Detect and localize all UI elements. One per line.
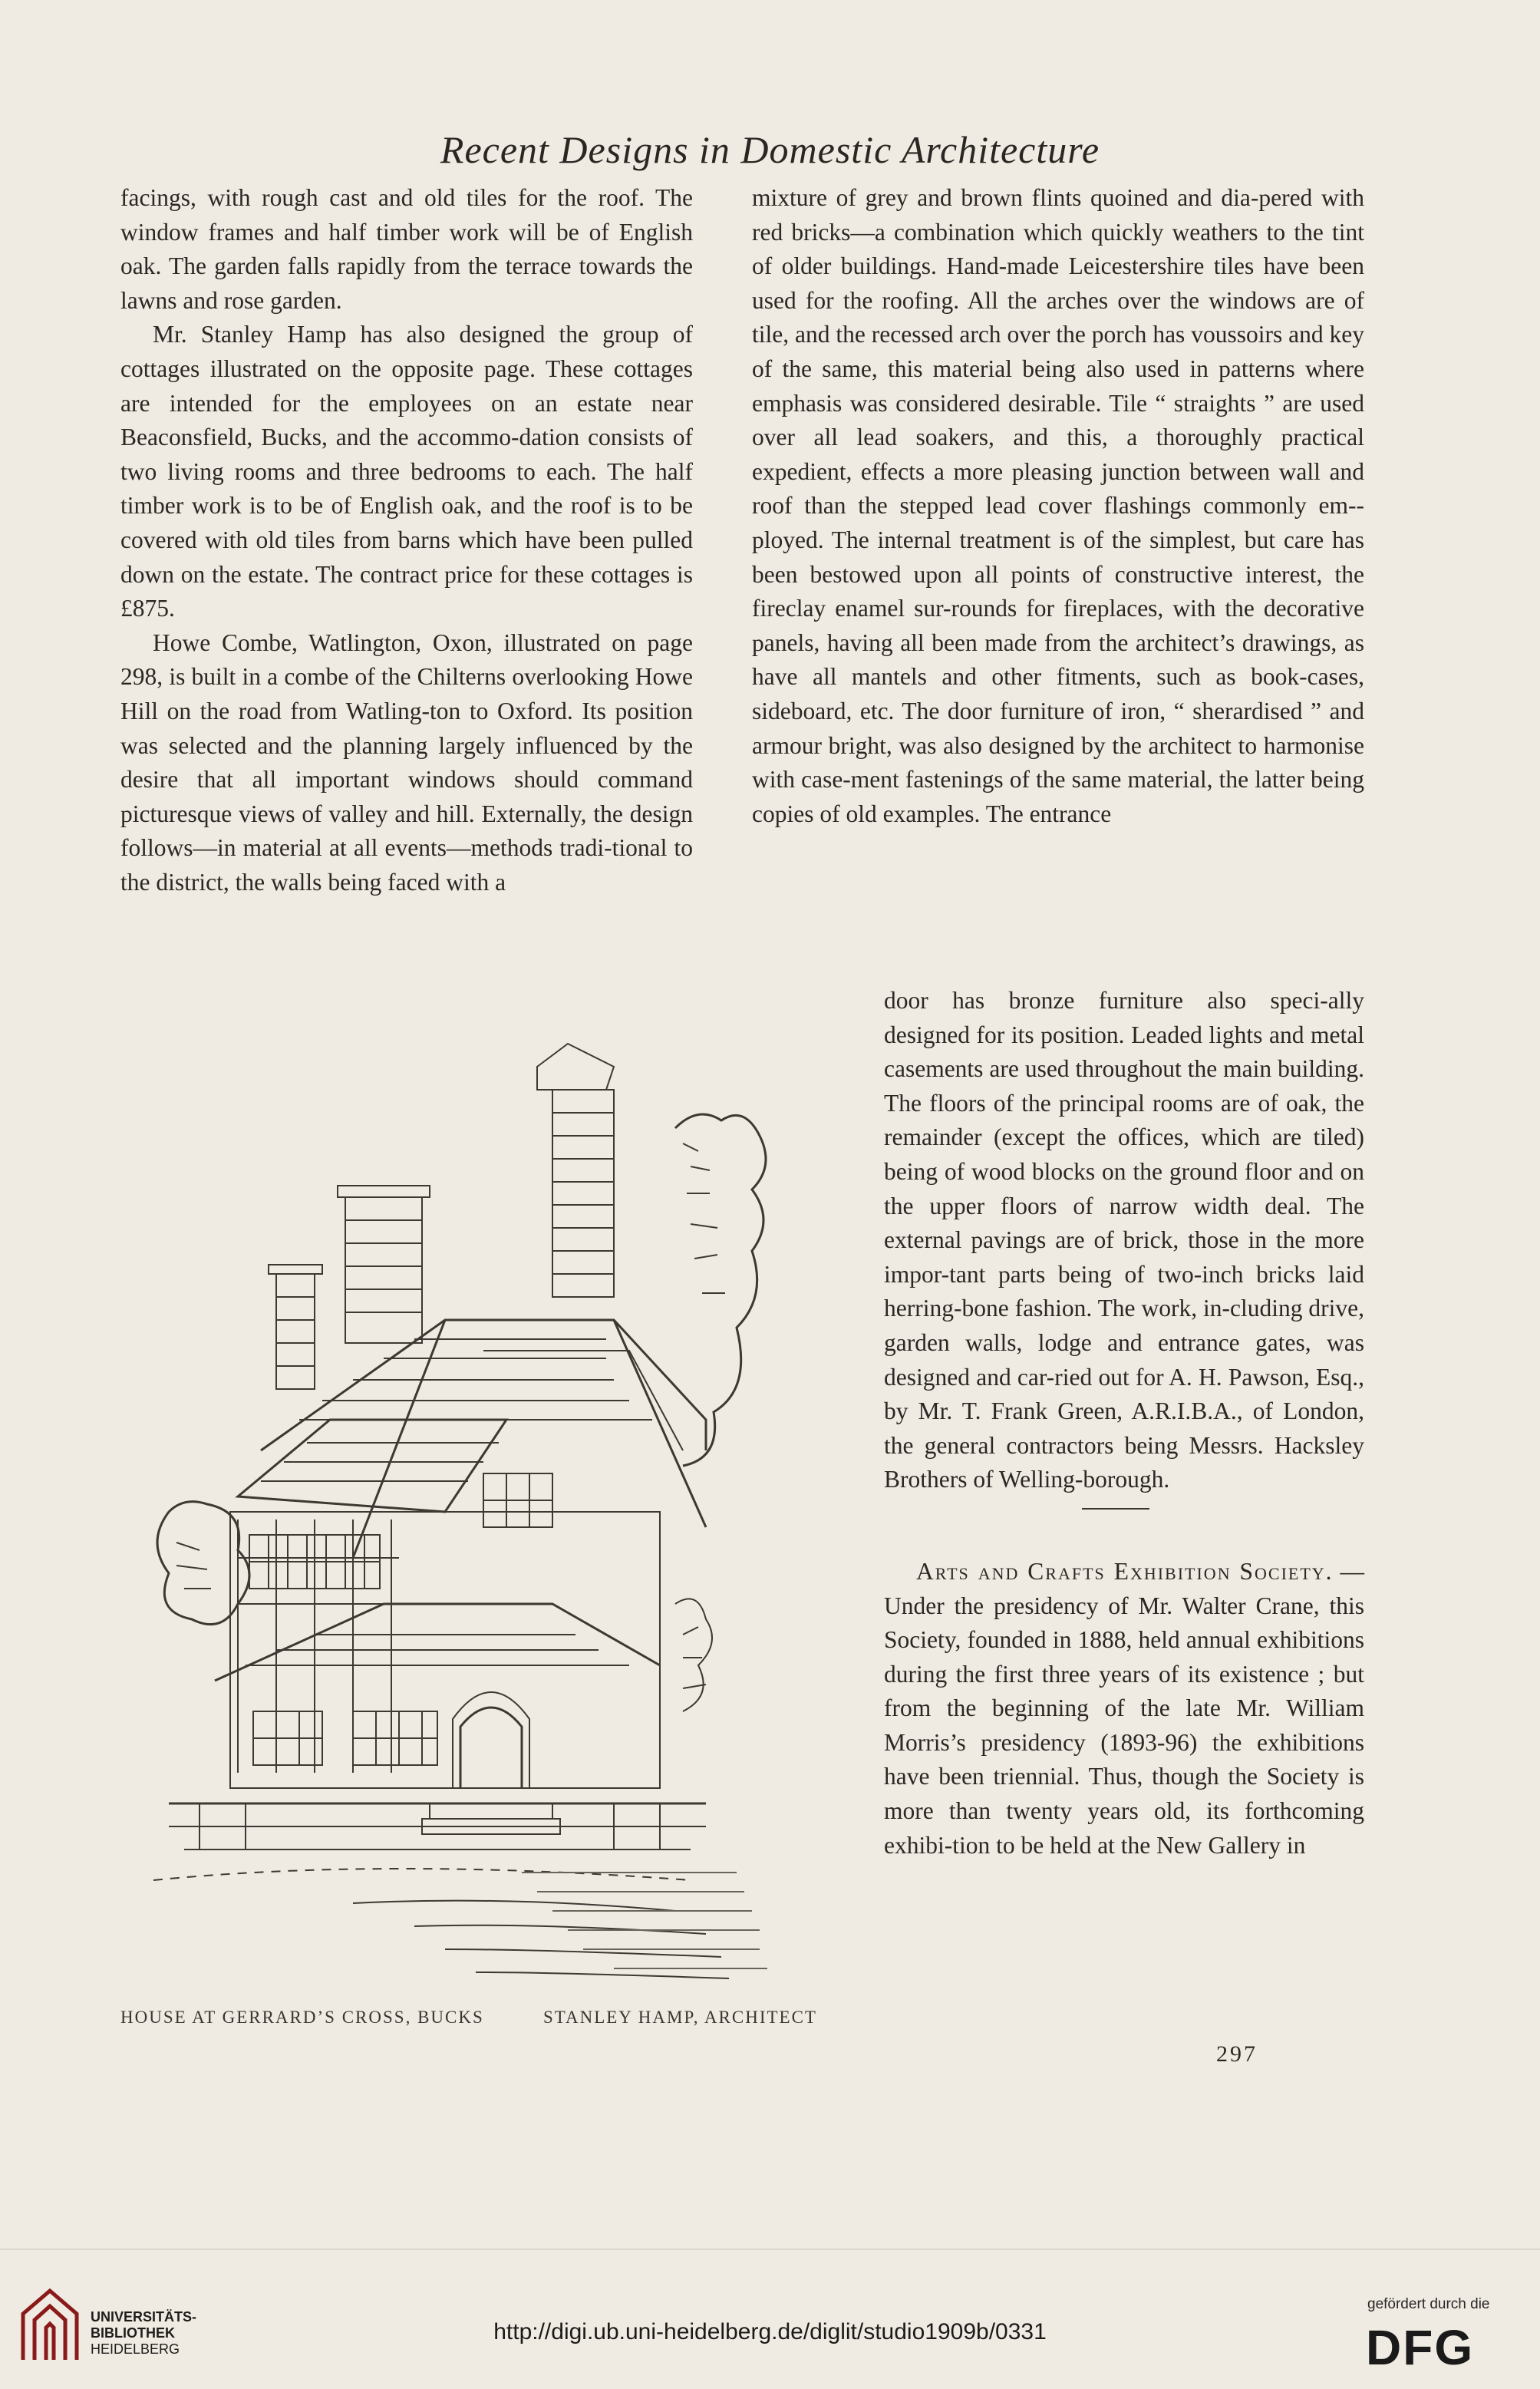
footer-divider xyxy=(0,2249,1540,2250)
library-name-line: BIBLIOTHEK xyxy=(91,2325,175,2341)
right-column xyxy=(752,181,1364,831)
paragraph xyxy=(884,1555,1364,1863)
caption-credit: STANLEY HAMP, ARCHITECT xyxy=(542,2008,817,2027)
page-number: 297 xyxy=(1216,2041,1258,2067)
figure-caption xyxy=(120,2008,817,2028)
section-heading: Arts and Crafts Exhibition Society. xyxy=(916,1557,1334,1585)
caption-title: HOUSE AT GERRARD’S CROSS, BUCKS xyxy=(120,2008,484,2027)
paragraph: Mr. Stanley Hamp has also designed the group of cottages illustrated on the opposite page. These cottages are intended for the employees on an estate near Beaconsfield, Bucks, and the accommo-dation consists of two living rooms and three bedrooms to each. The half timber work is to be of English oak, and the roof is to be covered with old tiles from barns which have been pulled down on the estate. The contract price for these cottages is £875. xyxy=(120,321,693,622)
paragraph: door has bronze furniture also speci-ally designed for its position. Leaded lights and metal casements are used throughout the main building. The floors of the principal rooms are of oak, the remainder (except the offices, which are tiled) being of wood blocks on the ground floor and on the upper floors of narrow width deal. The external pavings are of brick, those in the more impor-tant parts being of two-inch bricks laid herring-bone fashion. The work, in-cluding drive, garden walls, lodge and entrance gates, was designed and car-ried out for A. H. Pawson, Esq., by Mr. T. Frank Green, A.R.I.B.A., of London, the general contractors being Messrs. Hacksley Brothers of Welling-borough. xyxy=(884,987,1364,1493)
dfg-logo: DFG xyxy=(1366,2320,1475,2375)
paragraph: mixture of grey and brown flints quoined and dia-pered with red bricks—a combination which quickly weathers to the tint of older buildings. Hand-made Leicestershire tiles have been used for the roofing. All the arches over the windows are of tile, and the recessed arch over the porch has voussoirs and key of the same, this material being also used in patterns where emphasis was considered desirable. Tile “ straights ” are used over all lead soakers, and this, a thoroughly practical expedient, effects a more pleasing junction between wall and roof than the stepped lead cover flashings commonly em-ployed. The internal treatment is of the simplest, but care has been bestowed upon all points of constructive interest, the fireclay enamel sur-rounds for fireplaces, with the decorative panels, having all been made from the architect’s drawings, as have all mantels and other fitments, such as book-cases, sideboard, etc. The door furniture of iron, “ sherardised ” and armour bright, was also designed by the architect to harmonise with case-ment fastenings of the same material, the latter being copies of old examples. The entrance xyxy=(752,184,1364,827)
paragraph: Howe Combe, Watlington, Oxon, illustrated on page 298, is built in a combe of the Chilterns overlooking Howe Hill on the road from Watling-ton to Oxford. Its position was selected and the planning largely influenced by the desire that all important windows should command picturesque views of valley and hill. Externally, the design follows—in material at all events—methods tradi-tional to the district, the walls being faced with a xyxy=(120,629,693,896)
left-column xyxy=(120,181,693,899)
section-divider xyxy=(1082,1508,1149,1510)
house-illustration xyxy=(123,1021,829,1995)
section-body: — Under the presidency of Mr. Walter Crane, this Society, founded in 1888, held annual exhibitions during the first three years of its existence ; but from the beginning of the late Mr. William Morris’s presidency (1893-96) the exhibitions have been triennial. Thus, though the Society is more than twenty years old, its forthcoming exhibi-tion to be held at the New Gallery in xyxy=(884,1557,1364,1859)
library-name-line: UNIVERSITÄTS- xyxy=(91,2309,197,2325)
running-title: Recent Designs in Domestic Architecture xyxy=(440,128,1100,171)
narrow-column xyxy=(884,984,1364,1863)
paragraph: facings, with rough cast and old tiles for the roof. The window frames and half timber work will be of English oak. The garden falls rapidly from the terrace towards the lawns and rose garden. xyxy=(120,184,693,314)
source-url-link[interactable]: http://digi.ub.uni-heidelberg.de/diglit/studio1909b/0331 xyxy=(493,2319,1047,2344)
funding-note: gefördert durch die xyxy=(1367,2296,1490,2312)
library-name-line: HEIDELBERG xyxy=(91,2341,180,2357)
